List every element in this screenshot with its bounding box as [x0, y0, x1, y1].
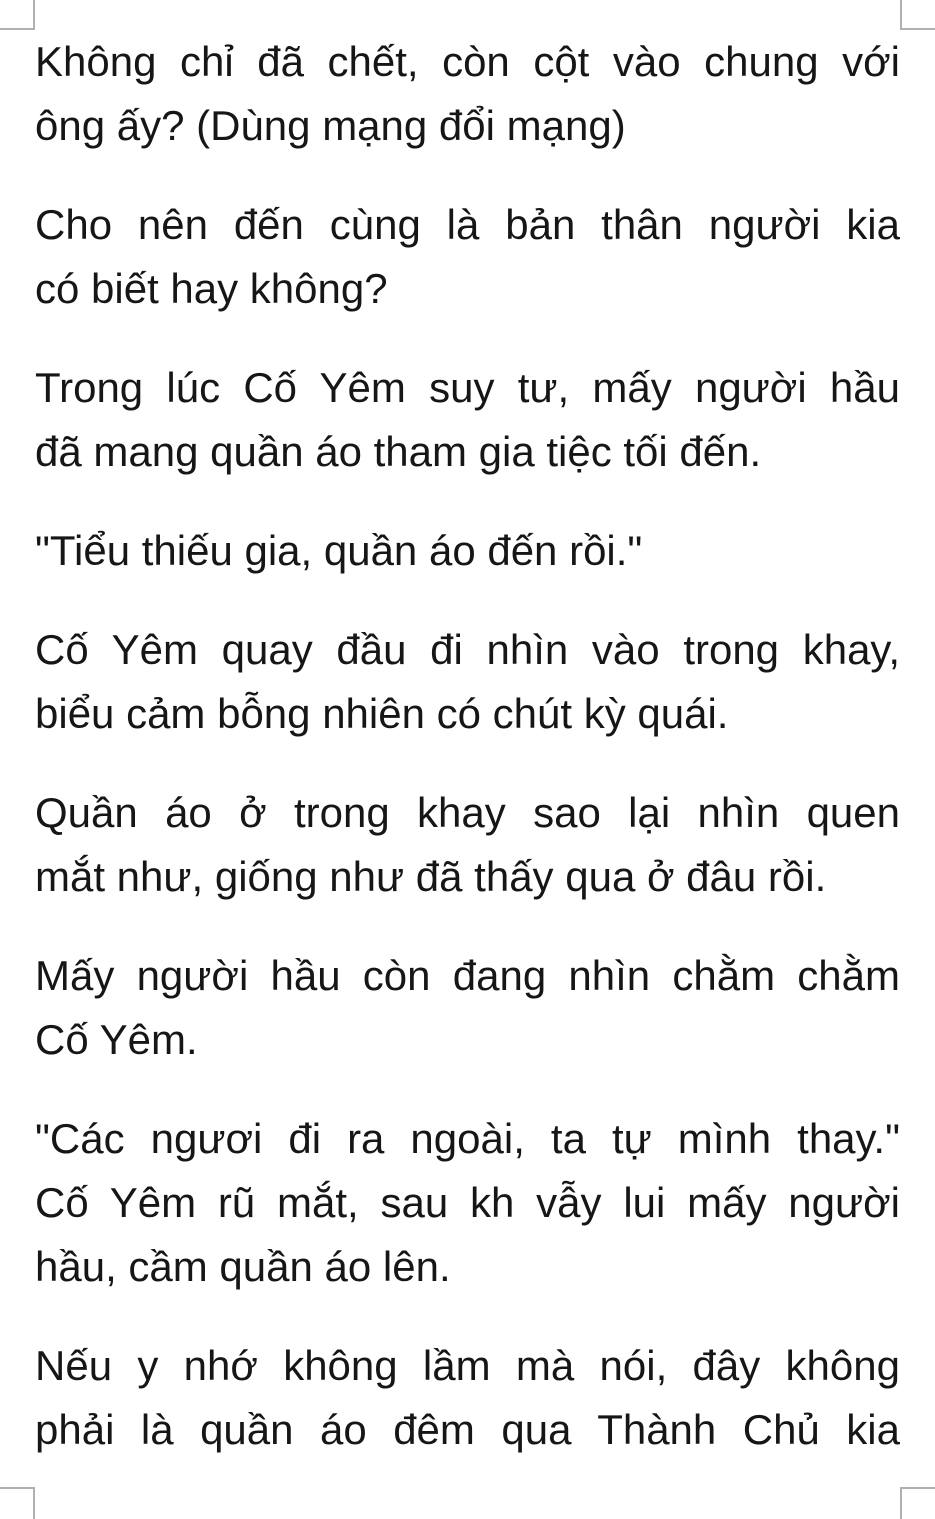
- paragraph: [35, 193, 900, 321]
- text-line: ông ấy? (Dùng mạng đổi mạng): [35, 102, 626, 149]
- paragraph: [35, 519, 900, 583]
- text-line: Quần áo ở trong khay sao lại nhìn quen: [35, 789, 900, 836]
- text-line: Trong lúc Cố Yêm suy tư, mấy người hầu: [35, 364, 900, 411]
- paragraph: [35, 944, 900, 1072]
- text-line: Không chỉ đã chết, còn cột vào chung với: [35, 38, 900, 85]
- text-line: "Tiểu thiếu gia, quần áo đến rồi.": [35, 527, 643, 574]
- text-line: Cố Yêm quay đầu đi nhìn vào trong khay,: [35, 626, 900, 673]
- text-line: phải là quần áo đêm qua Thành Chủ kia: [35, 1406, 900, 1453]
- paragraph: [35, 781, 900, 909]
- paragraph: [35, 30, 900, 158]
- paragraph: [35, 1334, 900, 1462]
- text-line: mắt như, giống như đã thấy qua ở đâu rồi.: [35, 853, 827, 900]
- text-line: có biết hay không?: [35, 265, 388, 312]
- text-line: "Các ngươi đi ra ngoài, ta tự mình thay.": [35, 1115, 900, 1162]
- paragraph: [35, 1107, 900, 1299]
- text-line: Nếu y nhớ không lầm mà nói, đây không: [35, 1342, 900, 1389]
- text-line: Mấy người hầu còn đang nhìn chằm chằm: [35, 952, 900, 999]
- paragraph: [35, 356, 900, 484]
- text-line: hầu, cầm quần áo lên.: [35, 1243, 451, 1290]
- text-line: Cố Yêm.: [35, 1016, 198, 1063]
- text-line: biểu cảm bỗng nhiên có chút kỳ quái.: [35, 690, 729, 737]
- page-corner-mark-bottom-right: [900, 1487, 935, 1519]
- text-line: Cố Yêm rũ mắt, sau kh vẫy lui mấy người: [35, 1179, 900, 1226]
- paragraph: [35, 618, 900, 746]
- page-corner-mark-bottom-left: [0, 1487, 35, 1519]
- text-line: Cho nên đến cùng là bản thân người kia: [35, 201, 900, 248]
- text-line: đã mang quần áo tham gia tiệc tối đến.: [35, 428, 762, 475]
